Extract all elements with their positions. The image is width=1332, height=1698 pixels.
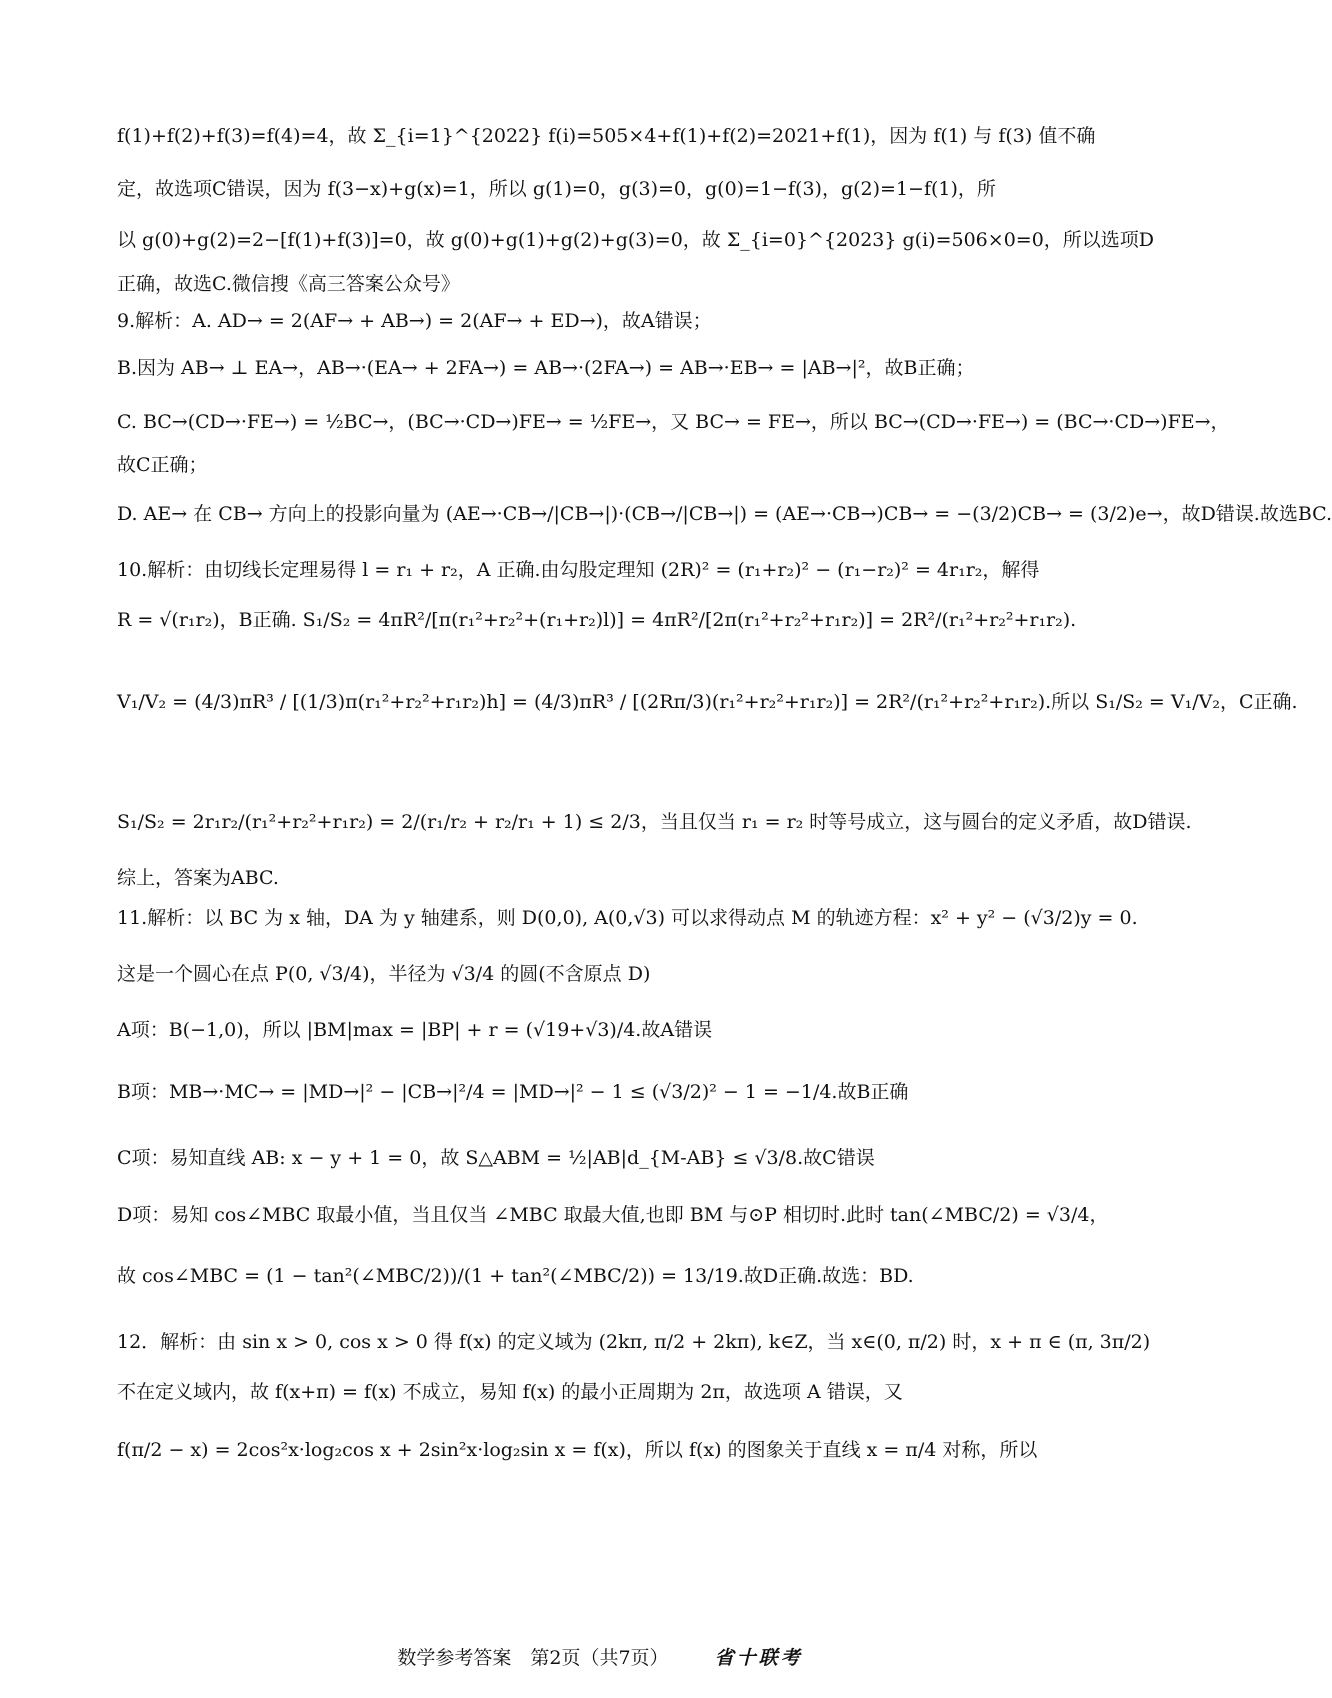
text-line: B项：MB→·MC→ = |MD→|² − |CB→|²/4 = |MD→|² − 1 ≤ (√3/2)² − 1 = −1/4.故B正确 [117,1081,909,1103]
text-line: 定，故选项C错误，因为 f(3−x)+g(x)=1，所以 g(1)=0，g(3)=0，g(0)=1−f(3)，g(2)=1−f(1)，所 [117,178,996,200]
text-line: D项：易知 cos∠MBC 取最小值，当且仅当 ∠MBC 取最大值,也即 BM 与⊙P 相切时.此时 tan(∠MBC/2) = √3/4， [117,1204,1109,1226]
text-line: 11.解析：以 BC 为 x 轴，DA 为 y 轴建系，则 D(0,0), A(0,√3) 可以求得动点 M 的轨迹方程：x² + y² − (√3/2)y = 0. [117,907,1138,929]
page-number: 数学参考答案 第2页（共7页） [397,1647,669,1669]
page-footer [0,1643,1200,1670]
text-line: R = √(r₁r₂)，B正确. S₁/S₂ = 4πR²/[π(r₁²+r₂²+(r₁+r₂)l)] = 4πR²/[2π(r₁²+r₂²+r₁r₂)] = 2R²/(r₁²+r₂²+r₁r₂). [117,609,1077,631]
text-line: A项：B(−1,0)，所以 |BM|max = |BP| + r = (√19+√3)/4.故A错误 [117,1019,713,1041]
text-line: 故 cos∠MBC = (1 − tan²(∠MBC/2))/(1 + tan²(∠MBC/2)) = 13/19.故D正确.故选：BD. [117,1265,914,1287]
text-line: 故C正确； [117,454,208,476]
text-line: f(1)+f(2)+f(3)=f(4)=4，故 Σ_{i=1}^{2022} f(i)=505×4+f(1)+f(2)=2021+f(1)，因为 f(1) 与 f(3) 值不确 [117,125,1096,147]
text-line: 以 g(0)+g(2)=2−[f(1)+f(3)]=0，故 g(0)+g(1)+g(2)+g(3)=0，故 Σ_{i=0}^{2023} g(i)=506×0=0，所以选项D [117,229,1155,251]
text-line: 9.解析：A. AD→ = 2(AF→ + AB→) = 2(AF→ + ED→)，故A错误； [117,310,712,332]
text-line: 这是一个圆心在点 P(0, √3/4)，半径为 √3/4 的圆(不含原点 D) [117,963,651,985]
text-line: 正确，故选C.微信搜《高三答案公众号》 [117,273,460,295]
text-line: 12．解析：由 sin x > 0, cos x > 0 得 f(x) 的定义域为 (2kπ, π/2 + 2kπ), k∈Z，当 x∈(0, π/2) 时，x + π ∈ (π, 3π/2) [117,1331,1151,1353]
text-line: S₁/S₂ = 2r₁r₂/(r₁²+r₂²+r₁r₂) = 2/(r₁/r₂ + r₂/r₁ + 1) ≤ 2/3，当且仅当 r₁ = r₂ 时等号成立，这与圆台的定义矛盾，故D错误. [117,811,1192,833]
brand-mark: 省十联考 [714,1647,803,1669]
text-line: C. BC→(CD→·FE→) = ½BC→，(BC→·CD→)FE→ = ½FE→，又 BC→ = FE→，所以 BC→(CD→·FE→) = (BC→·CD→)FE→， [117,411,1230,433]
text-line: V₁/V₂ = (4/3)πR³ / [(1/3)π(r₁²+r₂²+r₁r₂)h] = (4/3)πR³ / [(2Rπ/3)(r₁²+r₂²+r₁r₂)] = 2R²/(r₁²+r₂²+r₁r₂).所以 S₁/S₂ = V₁/V₂，C正确. [117,691,1298,713]
text-line: 综上，答案为ABC. [117,867,279,889]
text-line: C项：易知直线 AB: x − y + 1 = 0，故 S△ABM = ½|AB|d_{M-AB} ≤ √3/8.故C错误 [117,1147,875,1169]
text-line: 10.解析：由切线长定理易得 l = r₁ + r₂，A 正确.由勾股定理知 (2R)² = (r₁+r₂)² − (r₁−r₂)² = 4r₁r₂，解得 [117,559,1040,581]
text-line: D. AE→ 在 CB→ 方向上的投影向量为 (AE→·CB→/|CB→|)·(CB→/|CB→|) = (AE→·CB→)CB→ = −(3/2)CB→ = (3/2)e→，故D错误.故选BC. [117,503,1332,525]
text-line: f(π/2 − x) = 2cos²x·log₂cos x + 2sin²x·log₂sin x = f(x)，所以 f(x) 的图象关于直线 x = π/4 对称，所以 [117,1439,1038,1461]
text-line: B.因为 AB→ ⊥ EA→，AB→·(EA→ + 2FA→) = AB→·(2FA→) = AB→·EB→ = |AB→|²，故B正确； [117,357,975,379]
text-line: 不在定义域内，故 f(x+π) = f(x) 不成立，易知 f(x) 的最小正周期为 2π，故选项 A 错误，又 [117,1381,903,1403]
